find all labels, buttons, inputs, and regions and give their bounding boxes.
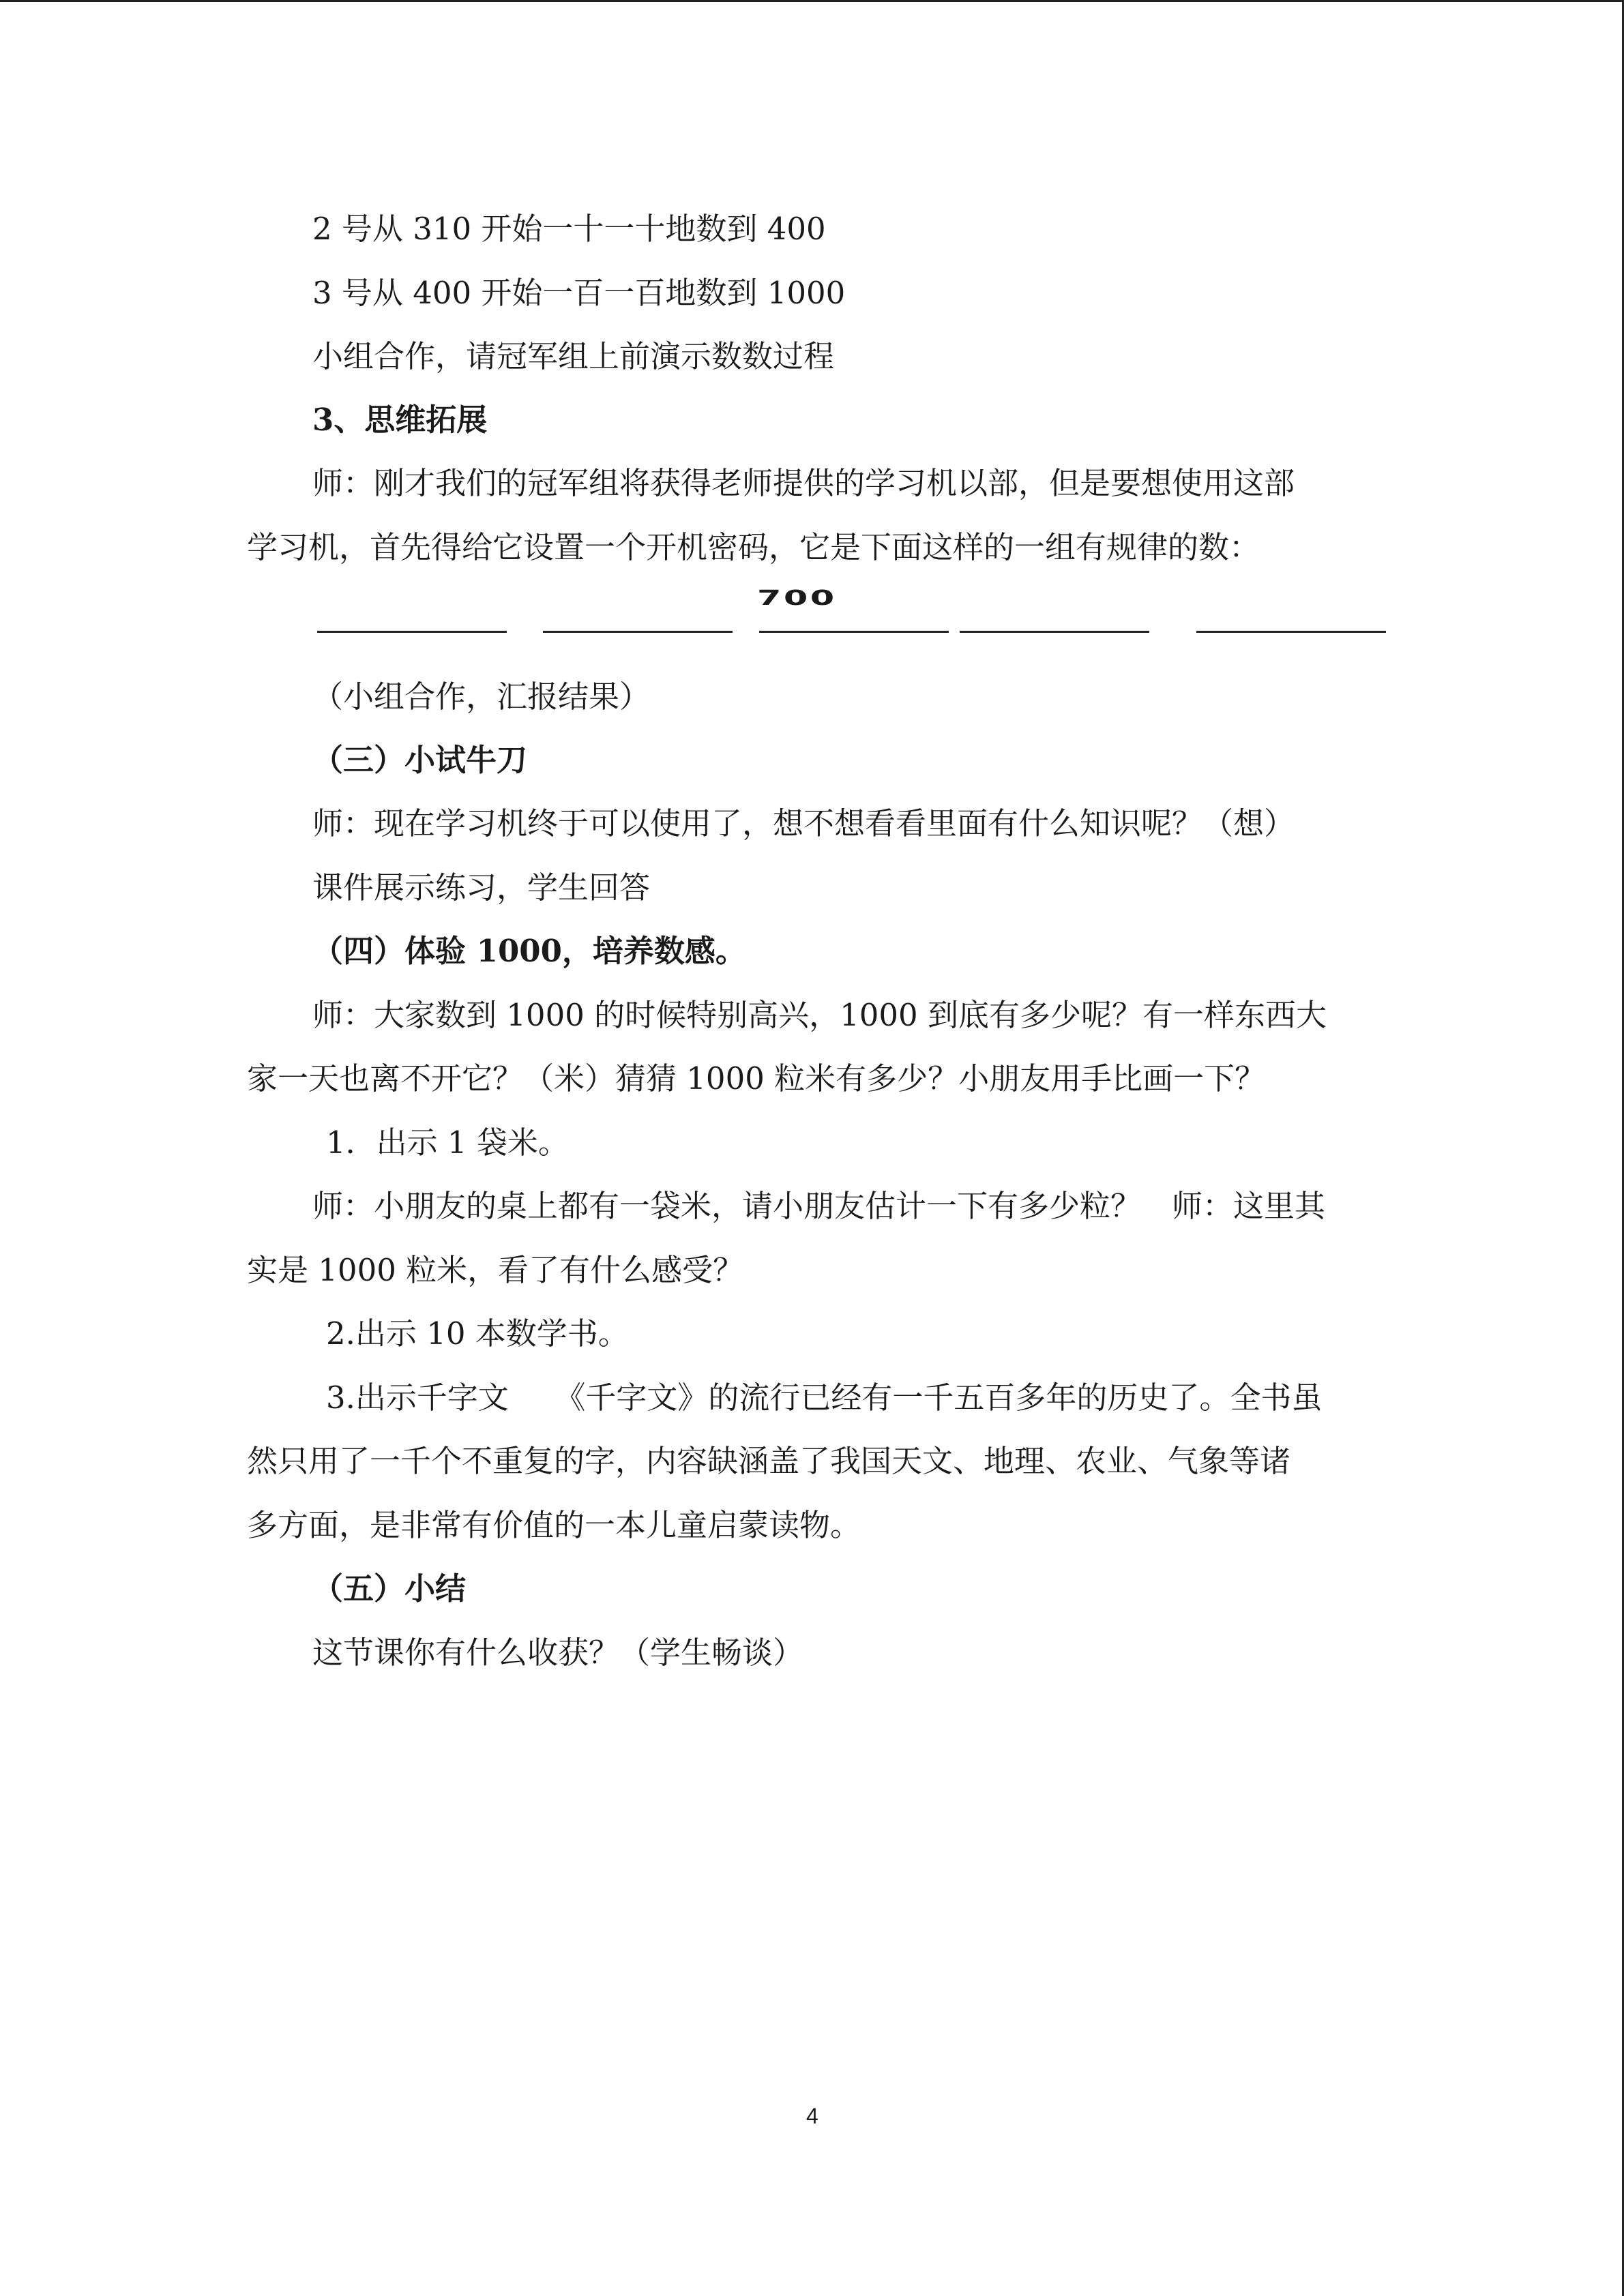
blank-3 xyxy=(759,631,949,633)
text-line-15: 师：小朋友的桌上都有一袋米，请小朋友估计一下有多少粒？ 师：这里其 xyxy=(312,1188,1326,1224)
text-line-20: 多方面，是非常有价值的一本儿童启蒙读物。 xyxy=(247,1507,861,1543)
text-line-12: 师：大家数到 1000 的时候特别高兴，1000 到底有多少呢？有一样东西大 xyxy=(312,997,1327,1033)
text-line-3: 小组合作，请冠军组上前演示数数过程 xyxy=(312,338,835,374)
section-heading-5: （五）小结 xyxy=(312,1570,467,1607)
text-line-6: 学习机，首先得给它设置一个开机密码，它是下面这样的一组有规律的数： xyxy=(247,529,1260,565)
text-line-16: 实是 1000 粒米，看了有什么感受？ xyxy=(247,1252,744,1288)
section-heading-4: （四）体验 1000，培养数感。 xyxy=(312,933,746,969)
blank-2 xyxy=(543,631,733,633)
text-line-5: 师：刚才我们的冠军组将获得老师提供的学习机以部，但是要想使用这部 xyxy=(312,465,1295,501)
page-top-border xyxy=(0,0,1624,2)
sequence-value: 700 xyxy=(757,586,837,610)
text-line-10: 课件展示练习，学生回答 xyxy=(312,869,651,906)
text-line-9: 师：现在学习机终于可以使用了，想不想看看里面有什么知识呢？（想） xyxy=(312,805,1295,841)
text-line-7: （小组合作，汇报结果） xyxy=(312,679,651,715)
page-number: 4 xyxy=(806,2104,818,2128)
text-line-13: 家一天也离不开它？（米）猜猜 1000 粒米有多少？小朋友用手比画一下？ xyxy=(247,1060,1266,1097)
section-heading-3: （三）小试牛刀 xyxy=(312,742,528,778)
text-line-18: 3.出示千字文 《千字文》的流行已经有一千五百多年的历史了。全书虽 xyxy=(326,1380,1323,1416)
text-line-14: 1．出示 1 袋米。 xyxy=(326,1124,569,1161)
section-heading-thinking: 3、思维拓展 xyxy=(312,402,488,438)
text-line-17: 2.出示 10 本数学书。 xyxy=(326,1315,629,1352)
text-line-1: 2 号从 310 开始一十一十地数到 400 xyxy=(312,211,826,247)
blank-4 xyxy=(960,631,1149,633)
blank-1 xyxy=(317,631,507,633)
text-line-22: 这节课你有什么收获？（学生畅谈） xyxy=(312,1635,804,1671)
text-line-2: 3 号从 400 开始一百一百地数到 1000 xyxy=(312,275,846,311)
text-line-19: 然只用了一千个不重复的字，内容缺涵盖了我国天文、地理、农业、气象等诸 xyxy=(247,1443,1291,1479)
blank-5 xyxy=(1196,631,1386,633)
